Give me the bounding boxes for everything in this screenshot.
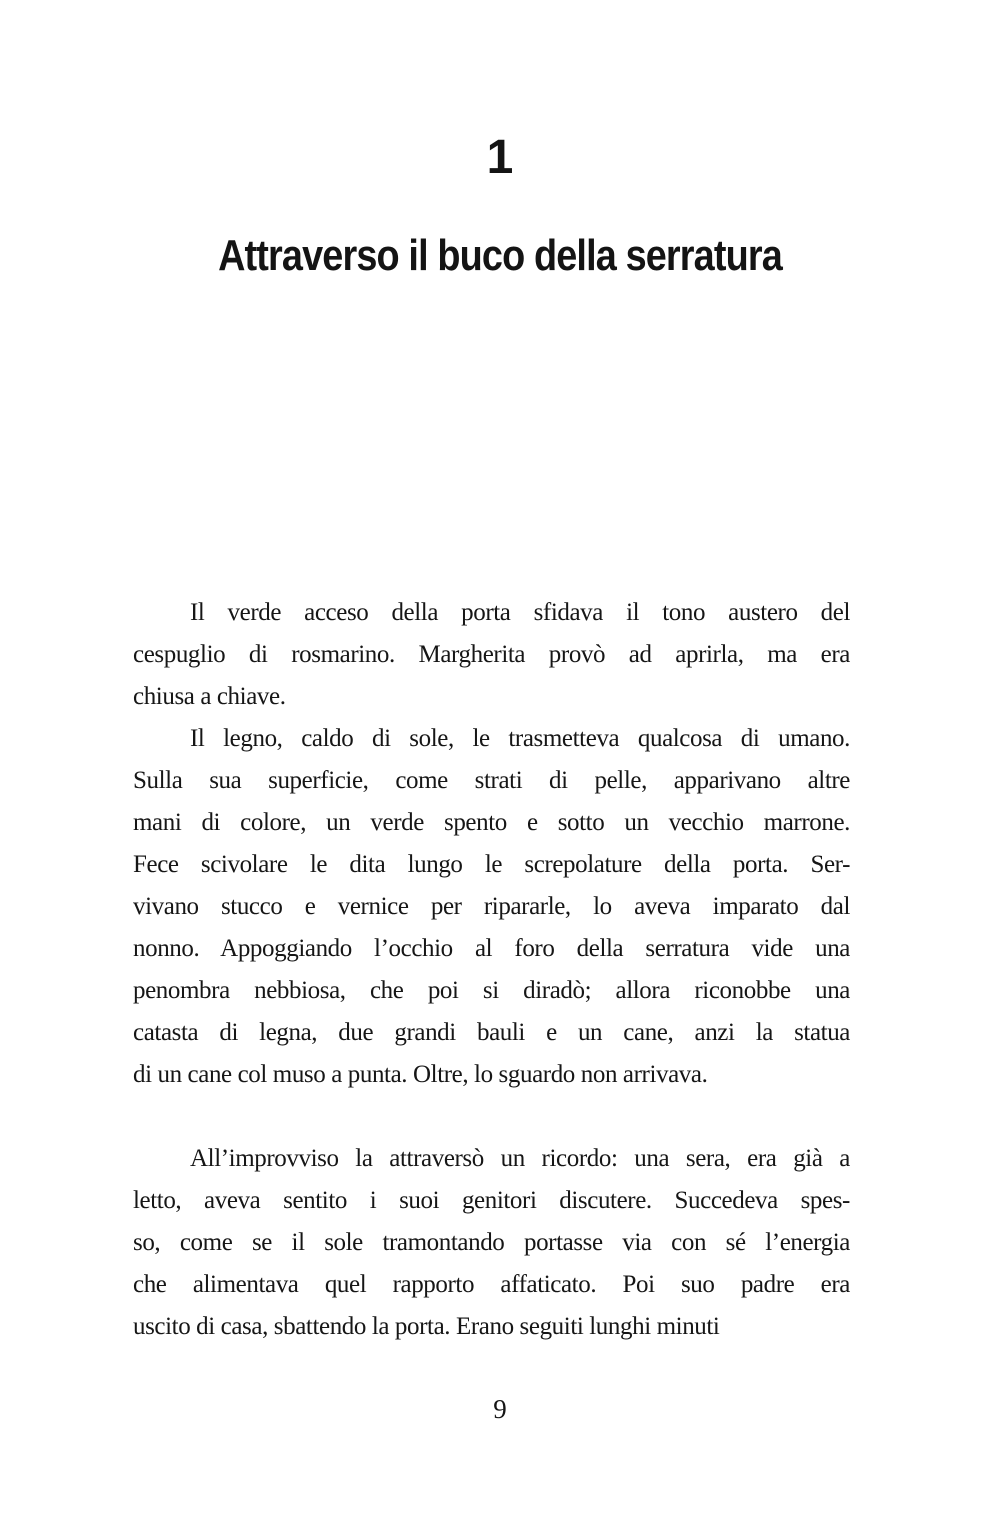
text-line: penombra nebbiosa, che poi si diradò; allora riconobbe una xyxy=(133,977,850,1004)
text-line: All’improvviso la attraversò un ricordo: una sera, era già a xyxy=(190,1145,850,1172)
text-line: nonno. Appoggiando l’occhio al foro della serratura vide una xyxy=(133,935,850,962)
text-line: Il verde acceso della porta sfidava il tono austero del xyxy=(190,599,850,626)
text-line: Il legno, caldo di sole, le trasmetteva qualcosa di umano. xyxy=(190,725,850,752)
text-line: di un cane col muso a punta. Oltre, lo sguardo non arrivava. xyxy=(133,1061,708,1088)
text-line: mani di colore, un verde spento e sotto un vecchio marrone. xyxy=(133,809,850,836)
page-number: 9 xyxy=(493,1394,507,1424)
text-line: cespuglio di rosmarino. Margherita provò ad aprirla, ma era xyxy=(133,641,850,668)
chapter-title: Attraverso il buco della serratura xyxy=(218,231,782,280)
paragraph xyxy=(133,1138,850,1348)
text-line: chiusa a chiave. xyxy=(133,683,286,710)
text-line: letto, aveva sentito i suoi genitori discutere. Succedeva spes- xyxy=(133,1187,850,1214)
text-line: Fece scivolare le dita lungo le screpolature della porta. Ser- xyxy=(133,851,850,878)
text-line: so, come se il sole tramontando portasse via con sé l’energia xyxy=(133,1229,850,1256)
paragraph xyxy=(133,718,850,1096)
text-line: Sulla sua superficie, come strati di pelle, apparivano altre xyxy=(133,767,850,794)
text-line: vivano stucco e vernice per ripararle, lo aveva imparato dal xyxy=(133,893,850,920)
body-text xyxy=(133,592,850,1348)
text-line: uscito di casa, sbattendo la porta. Erano seguiti lunghi minuti xyxy=(133,1313,720,1340)
paragraph xyxy=(133,592,850,718)
text-line: che alimentava quel rapporto affaticato. Poi suo padre era xyxy=(133,1271,850,1298)
chapter-number: 1 xyxy=(486,131,514,184)
text-line: catasta di legna, due grandi bauli e un cane, anzi la statua xyxy=(133,1019,850,1046)
